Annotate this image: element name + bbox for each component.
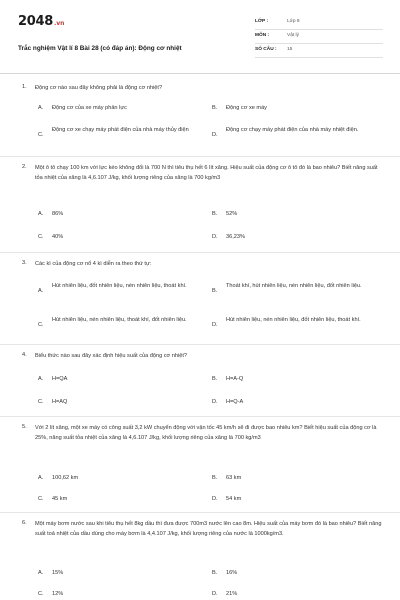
option-label: B. — [212, 211, 218, 217]
option-text: 16% — [226, 570, 238, 576]
option-label: C. — [38, 399, 44, 405]
question-separator — [0, 512, 400, 513]
option-text: Động cơ xe chạy máy phát điện của nhà máy thủy điện — [52, 127, 189, 133]
option-text: Hút nhiên liệu, nén nhiên liệu, đốt nhiên liệu, thoát khí. — [226, 317, 361, 323]
option-label: D. — [212, 399, 218, 405]
question-6 — [22, 520, 382, 600]
meta-key: LỚP : — [255, 19, 269, 24]
question-text: Một ô tô chạy 100 km với lực kéo không đổi là 700 N thì tiêu thụ hết 6 lít xăng. Hiệu suất của động cơ ô tô đó là bao nhiêu? Biết năng suất tỏa nhiệt của xăng là 4,6.107 J/kg, khối lượng riêng của xăng là 700 kg/m3 — [35, 165, 378, 181]
option-label: A. — [38, 105, 44, 111]
option-label: B. — [212, 105, 218, 111]
meta-key: MÔN : — [255, 33, 270, 38]
question-1 — [22, 84, 382, 156]
option-label: C. — [38, 234, 44, 240]
meta-value: Vật lý — [287, 33, 299, 38]
option-text: H=AQ — [52, 399, 68, 405]
question-number: 2. — [22, 164, 27, 170]
option-label: C. — [38, 591, 44, 597]
option-label: A. — [38, 376, 44, 382]
option-text: H=Q-A — [226, 399, 244, 405]
option-label: B. — [212, 288, 218, 294]
option-text: Hút nhiên liệu, đốt nhiên liệu, nén nhiên liệu, thoát khí. — [52, 283, 187, 289]
question-4 — [22, 352, 382, 412]
option-label: D. — [212, 322, 218, 328]
meta-row-subject — [255, 30, 383, 44]
meta-row-class — [255, 16, 383, 30]
meta-value: 15 — [287, 47, 293, 52]
question-number: 4. — [22, 352, 27, 358]
option-label: A. — [38, 211, 44, 217]
option-label: B. — [212, 376, 218, 382]
option-text: 54 km — [226, 496, 242, 502]
meta-key: SỐ CÂU : — [255, 47, 277, 52]
question-5 — [22, 424, 382, 510]
option-label: B. — [212, 475, 218, 481]
question-text: Biểu thức nào sau đây xác định hiệu suất của động cơ nhiệt? — [35, 353, 188, 359]
option-label: D. — [212, 496, 218, 502]
option-text: 52% — [226, 211, 238, 217]
question-number: 3. — [22, 260, 27, 266]
option-text: 86% — [52, 211, 64, 217]
option-text: H=QA — [52, 376, 68, 382]
option-text: Hút nhiên liệu, nén nhiên liệu, thoát khí, đốt nhiên liệu. — [52, 317, 187, 323]
question-separator — [0, 156, 400, 157]
option-text: 36,23% — [226, 234, 245, 240]
question-2 — [22, 164, 382, 250]
option-text: 63 km — [226, 475, 242, 481]
option-text: Động cơ chạy máy phát điện của nhà máy nhiệt điện. — [226, 127, 359, 133]
question-number: 5. — [22, 424, 27, 430]
option-text: Thoát khí, hút nhiên liệu, nén nhiên liệu, đốt nhiên liệu. — [226, 283, 362, 289]
question-text: Động cơ nào sau đây không phải là động cơ nhiệt? — [35, 85, 163, 91]
option-text: 21% — [226, 591, 238, 597]
question-separator — [0, 344, 400, 345]
meta-value: Lớp 8 — [287, 19, 300, 24]
question-separator — [0, 252, 400, 253]
document-title: Trắc nghiệm Vật lí 8 Bài 28 (có đáp án): Động cơ nhiệt — [18, 45, 182, 52]
option-text: 100,62 km — [52, 475, 79, 481]
question-text: Các kì của động cơ nổ 4 kì diễn ra theo thứ tự: — [35, 261, 152, 267]
meta-row-count — [255, 44, 383, 58]
option-label: D. — [212, 132, 218, 138]
question-3 — [22, 260, 382, 344]
logo-suffix: .vn — [53, 20, 65, 27]
option-label: A. — [38, 475, 44, 481]
option-text: Động cơ xe máy — [226, 105, 267, 111]
option-text: 15% — [52, 570, 64, 576]
option-text: 40% — [52, 234, 64, 240]
document-header — [18, 14, 384, 64]
logo-main: 2048 — [18, 14, 53, 29]
question-separator — [0, 416, 400, 417]
option-label: C. — [38, 322, 44, 328]
option-label: A. — [38, 288, 44, 294]
option-text: Động cơ của xe máy phản lực — [52, 105, 127, 111]
option-label: A. — [38, 570, 44, 576]
option-label: D. — [212, 591, 218, 597]
option-text: H=A-Q — [226, 376, 244, 382]
option-label: C. — [38, 496, 44, 502]
question-number: 1. — [22, 84, 27, 90]
header-divider — [0, 73, 400, 74]
question-text: Một máy bơm nước sau khi tiêu thụ hết 8kg dầu thì đưa được 700m3 nước lên cao 8m. Hiệu suất của máy bơm đó là bao nhiêu? Biết năng suất toả nhiệt của dầu dùng cho máy bơm là 4,4.107 J/kg, khối lượng riêng của nước là 1000kg/m3. — [35, 521, 382, 537]
option-label: D. — [212, 234, 218, 240]
option-text: 45 km — [52, 496, 68, 502]
question-number: 6. — [22, 520, 27, 526]
question-text: Với 2 lít xăng, một xe máy có công suất 3,2 kW chuyển động với vận tốc 45 km/h sẽ đi được bao nhiêu km? Biết hiệu suất của động cơ là 25%, năng suất tỏa nhiệt của xăng là 4,6.107 J/kg, khối lượng riêng của xăng là 700 kg/m3 — [35, 425, 377, 441]
option-label: C. — [38, 132, 44, 138]
meta-table — [255, 16, 383, 58]
site-logo[interactable] — [18, 14, 64, 29]
option-text: 12% — [52, 591, 64, 597]
option-label: B. — [212, 570, 218, 576]
